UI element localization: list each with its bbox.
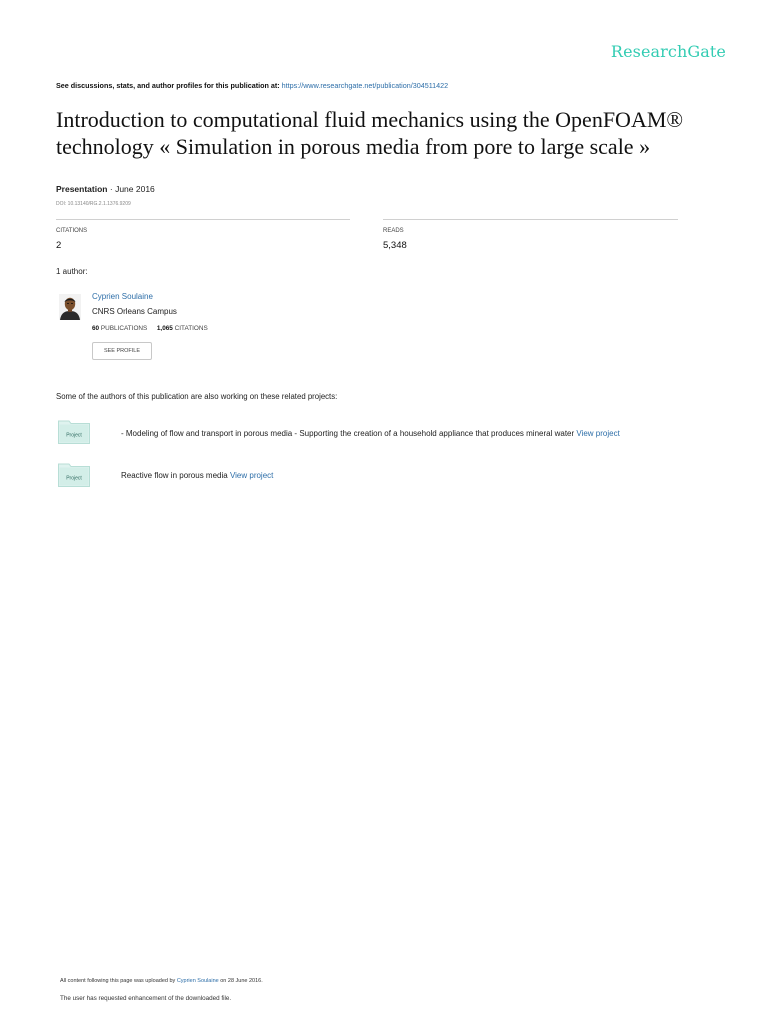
see-profile-button[interactable]: SEE PROFILE [92, 342, 152, 360]
author-citations-count: 1,065 [156, 325, 173, 332]
author-name-link[interactable]: Cyprien Soulaine [92, 292, 153, 301]
view-project-link[interactable]: View project [576, 429, 620, 438]
author-publications-count: 60 [92, 325, 100, 332]
svg-text:Project: Project [66, 475, 82, 482]
publication-type: Presentation [56, 184, 108, 194]
authors-count: 1 author: [56, 267, 88, 276]
reads-value: 5,348 [383, 240, 407, 251]
project-icon [57, 418, 91, 445]
view-project-link[interactable]: View project [229, 471, 274, 480]
author-institution: CNRS Orleans Campus [92, 307, 177, 316]
project-title: - Modeling of flow and transport in porous media - Supporting the creation of a household appliance that produces mineral water [121, 429, 575, 438]
project-item [121, 429, 620, 438]
publication-title [56, 106, 736, 160]
enhancement-note: The user has requested enhancement of the downloaded file. [60, 995, 232, 1002]
citations-value: 2 [56, 240, 62, 251]
project-title: Reactive flow in porous media [121, 471, 228, 480]
reads-label: READS [383, 228, 404, 234]
title-line-1: Introduction to computational fluid mechanics using the OpenFOAM® [56, 107, 684, 132]
upload-note-prefix: All content following this page was uploaded by [60, 978, 176, 984]
author-publications-label: PUBLICATIONS [100, 325, 148, 332]
publication-date: · June 2016 [109, 184, 155, 194]
discussion-text: See discussions, stats, and author profiles for this publication at: [56, 81, 280, 90]
upload-note-suffix: on 28 June 2016. [220, 978, 263, 984]
uploader-link[interactable]: Cyprien Soulaine [176, 978, 219, 984]
publication-url-link[interactable]: https://www.researchgate.net/publication/304511422 [281, 81, 449, 90]
discussion-line [56, 81, 448, 90]
person-photo-icon[interactable] [59, 294, 81, 320]
title-line-2: technology « Simulation in porous media from pore to large scale » [56, 134, 651, 159]
publication-meta [56, 184, 155, 194]
svg-text:Project: Project [66, 432, 82, 439]
citations-label: CITATIONS [56, 228, 88, 234]
author-citations-label: CITATIONS [174, 325, 208, 332]
doi: DOI: 10.13140/RG.2.1.1376.9209 [56, 201, 131, 207]
project-icon [57, 461, 91, 488]
author-stats [92, 325, 208, 332]
upload-note [60, 978, 263, 984]
citations-divider [56, 219, 350, 220]
project-item [121, 471, 273, 480]
related-projects-heading: Some of the authors of this publication are also working on these related projects: [56, 392, 338, 401]
reads-divider [383, 219, 678, 220]
researchgate-logo[interactable]: ResearchGate [610, 42, 726, 61]
